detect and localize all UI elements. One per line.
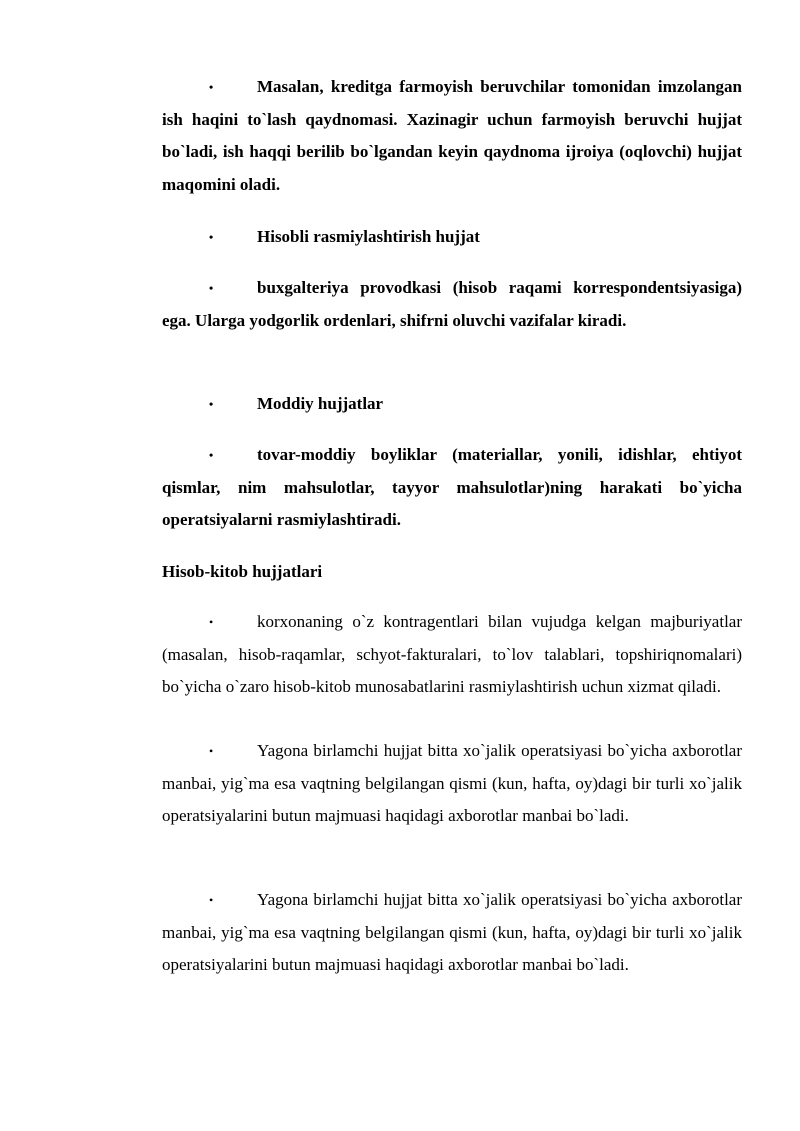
bullet-item-5 bbox=[162, 439, 742, 537]
bullet-glyph: • bbox=[209, 80, 214, 94]
bullet-glyph: • bbox=[209, 448, 214, 462]
bullet-glyph: • bbox=[209, 397, 214, 411]
section-heading-block bbox=[162, 556, 742, 589]
section-heading: Hisob-kitob hujjatlari bbox=[162, 562, 323, 581]
bullet-glyph: • bbox=[209, 230, 214, 244]
section-item-text: korxonaning o`z kontragentlari bilan vujudga kelgan majburiyatlar (masalan, hisob-raqamlar, schyot-fakturalari, to`lov talablari, topshiriqnomalari) bo`yicha o`zaro hisob-kitob munosabatlarini rasmiylashtirish uchun xizmat qiladi. bbox=[162, 612, 742, 696]
bullet-item-3 bbox=[162, 272, 742, 337]
bullet-item-1 bbox=[162, 71, 742, 201]
bullet-glyph: • bbox=[209, 615, 214, 629]
section-item-3 bbox=[162, 884, 742, 982]
bullet-item-4 bbox=[162, 388, 742, 421]
bullet-glyph: • bbox=[209, 893, 214, 907]
bullet-glyph: • bbox=[209, 281, 214, 295]
section-item-text: Yagona birlamchi hujjat bitta xo`jalik operatsiyasi bo`yicha axborotlar manbai, yig`ma esa vaqtning belgilangan qismi (kun, hafta, oy)dagi bir turli xo`jalik operatsiyalarini butun majmuasi haqidagi axborotlar manbai bo`ladi. bbox=[162, 890, 742, 974]
bullet-item-text: Moddiy hujjatlar bbox=[257, 394, 384, 413]
section-item-1 bbox=[162, 606, 742, 704]
bullet-item-text: buxgalteriya provodkasi (hisob raqami korrespondentsiyasiga) ega. Ularga yodgorlik ordenlari, shifrni oluvchi vazifalar kiradi. bbox=[162, 278, 742, 330]
bullet-item-text: Hisobli rasmiylashtirish hujjat bbox=[257, 227, 480, 246]
section-item-text: Yagona birlamchi hujjat bitta xo`jalik operatsiyasi bo`yicha axborotlar manbai, yig`ma esa vaqtning belgilangan qismi (kun, hafta, oy)dagi bir turli xo`jalik operatsiyalarini butun majmuasi haqidagi axborotlar manbai bo`ladi. bbox=[162, 741, 742, 825]
bullet-item-text: tovar-moddiy boyliklar (materiallar, yonili, idishlar, ehtiyot qismlar, nim mahsulotlar, tayyor mahsulotlar)ning harakati bo`yicha operatsiyalarni rasmiylashtiradi. bbox=[162, 445, 742, 529]
bullet-item-2 bbox=[162, 221, 742, 254]
section-item-2 bbox=[162, 735, 742, 833]
bullet-glyph: • bbox=[209, 744, 214, 758]
bullet-item-text: Masalan, kreditga farmoyish beruvchilar tomonidan imzolangan ish haqini to`lash qaydnomasi. Xazinagir uchun farmoyish beruvchi hujjat bo`ladi, ish haqqi berilib bo`lgandan keyin qaydnoma ijroiya (oqlovchi) hujjat maqomini oladi. bbox=[162, 77, 742, 194]
